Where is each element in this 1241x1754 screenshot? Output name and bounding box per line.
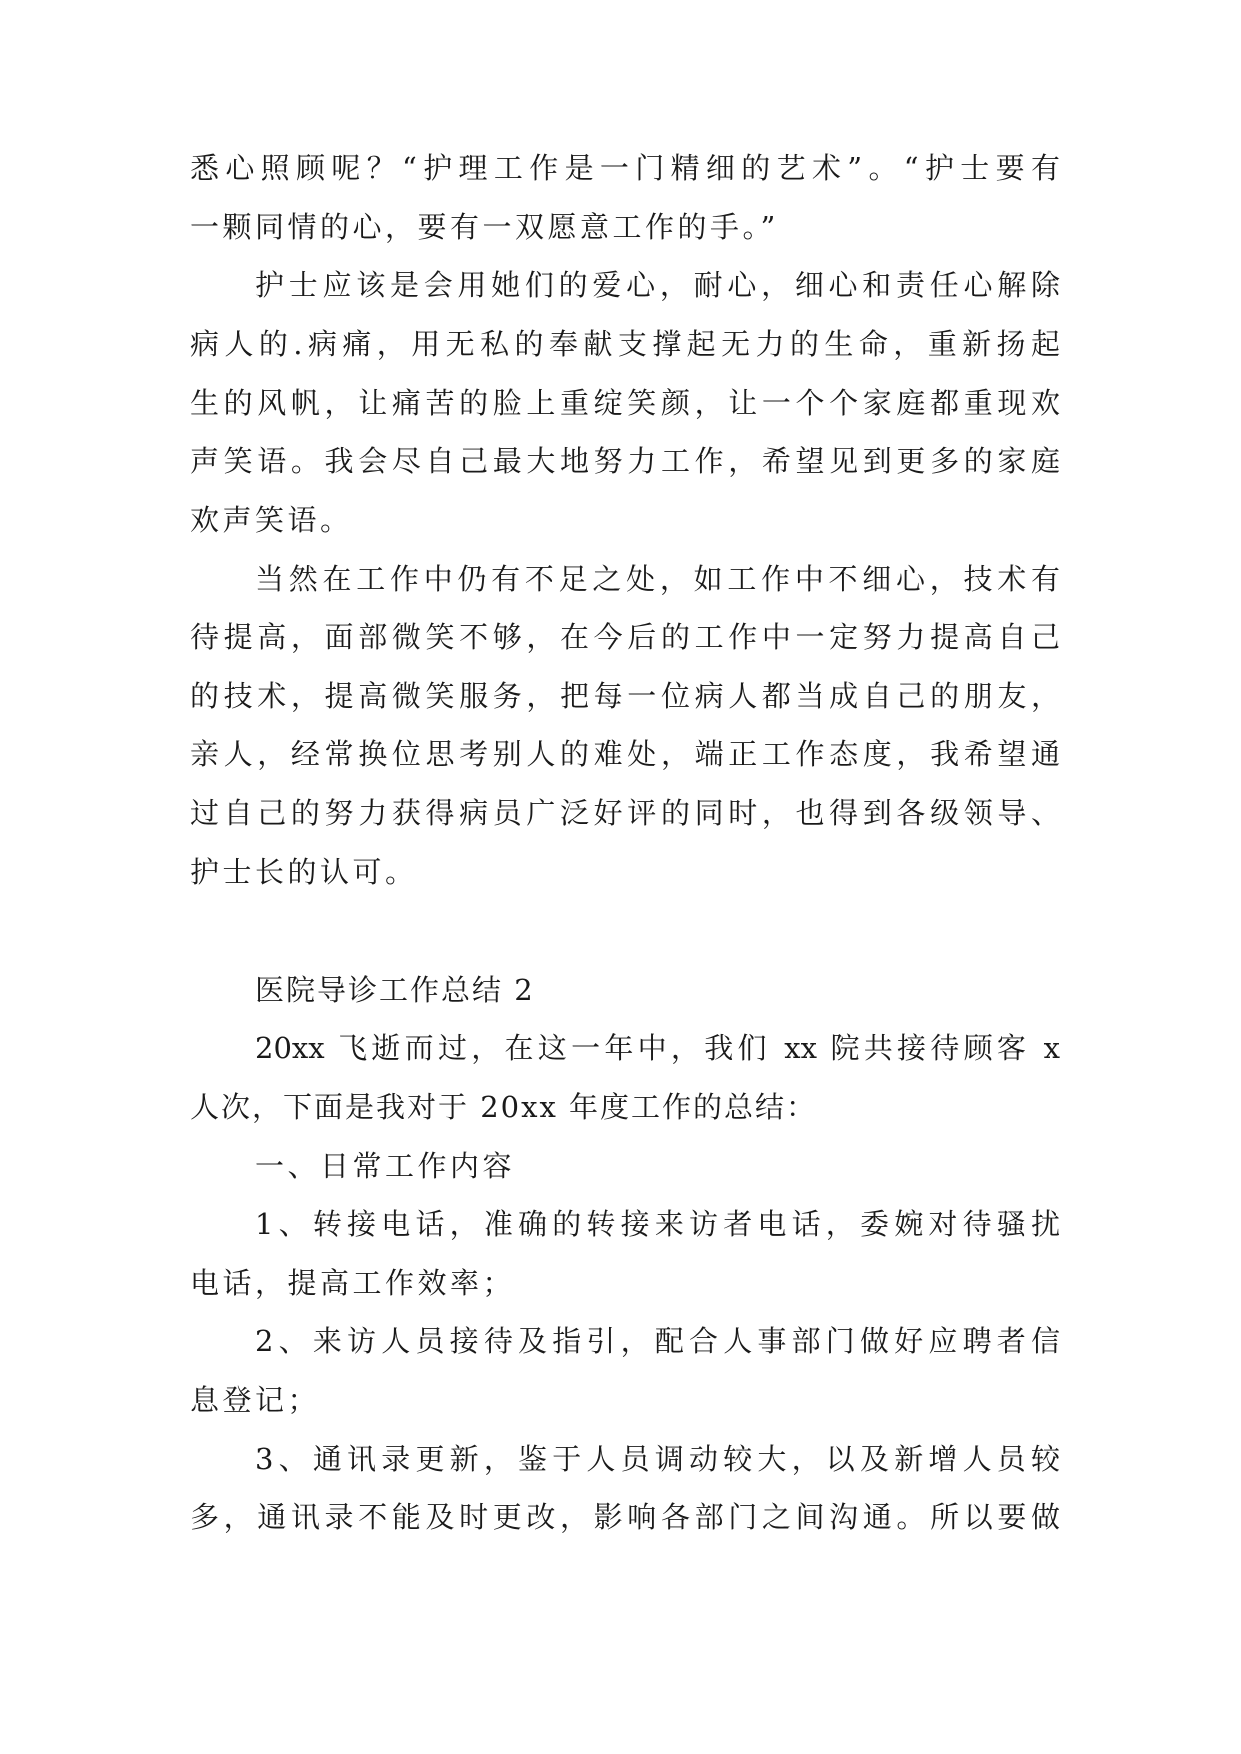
item-3-line-1: 3、通讯录更新，鉴于人员调动较大，以及新增人员较 <box>255 1442 1060 1476</box>
paragraph-3-line-4: 亲人，经常换位思考别人的难处，端正工作态度，我希望通 <box>190 737 1060 771</box>
paragraph-4-line-1: 20xx 飞逝而过，在这一年中，我们 xx 院共接待顾客 x <box>255 1031 1060 1065</box>
item-1-line-1: 1、转接电话，准确的转接来访者电话，委婉对待骚扰 <box>255 1207 1060 1241</box>
paragraph-3-line-6: 护士长的认可。 <box>190 855 418 889</box>
paragraph-3-line-5: 过自己的努力获得病员广泛好评的同时，也得到各级领导、 <box>190 796 1060 830</box>
paragraph-2-line-4: 声笑语。我会尽自己最大地努力工作，希望见到更多的家庭 <box>190 444 1060 478</box>
item-1-line-2: 电话，提高工作效率； <box>190 1266 516 1300</box>
item-2-line-2: 息登记； <box>190 1383 321 1417</box>
paragraph-2-line-2: 病人的.病痛，用无私的奉献支撑起无力的生命，重新扬起 <box>190 327 1060 361</box>
paragraph-3-line-2: 待提高，面部微笑不够，在今后的工作中一定努力提高自己 <box>190 620 1060 654</box>
paragraph-3-line-3: 的技术，提高微笑服务，把每一位病人都当成自己的朋友， <box>190 679 1060 713</box>
item-2-line-1: 2、来访人员接待及指引，配合人事部门做好应聘者信 <box>255 1324 1060 1358</box>
paragraph-2-line-5: 欢声笑语。 <box>190 503 353 537</box>
paragraph-2-line-3: 生的风帆，让痛苦的脸上重绽笑颜，让一个个家庭都重现欢 <box>190 386 1060 420</box>
paragraph-1-line-2: 一颗同情的心，要有一双愿意工作的手。” <box>190 210 779 244</box>
paragraph-1-line-1: 悉心照顾呢？“护理工作是一门精细的艺术”。“护士要有 <box>190 151 1060 185</box>
item-3-line-2: 多，通讯录不能及时更改，影响各部门之间沟通。所以要做 <box>190 1500 1060 1534</box>
heading-daily-work: 一、日常工作内容 <box>255 1149 516 1183</box>
paragraph-3-line-1: 当然在工作中仍有不足之处，如工作中不细心，技术有 <box>255 562 1060 596</box>
paragraph-2-line-1: 护士应该是会用她们的爱心，耐心，细心和责任心解除 <box>255 268 1060 302</box>
section-title: 医院导诊工作总结 2 <box>255 973 535 1007</box>
paragraph-4-line-2: 人次，下面是我对于 20xx 年度工作的总结： <box>190 1090 818 1124</box>
